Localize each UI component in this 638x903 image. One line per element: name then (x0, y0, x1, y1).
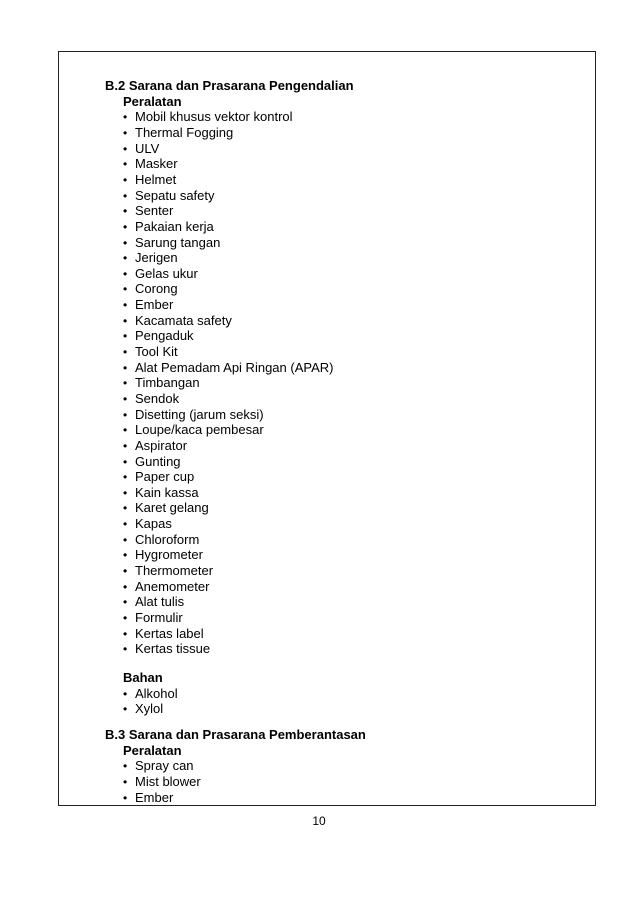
list-item (123, 485, 585, 501)
list-item-text: Mist blower (135, 773, 201, 789)
bullet-icon: • (123, 329, 128, 344)
list-item (123, 438, 585, 454)
bullet-icon: • (123, 702, 128, 717)
list-item (123, 297, 585, 313)
list-item-text: Senter (135, 203, 174, 219)
bullet-icon: • (123, 141, 128, 156)
list-item-text: Formulir (135, 609, 183, 625)
bullet-icon: • (123, 438, 128, 453)
bullet-icon: • (123, 563, 128, 578)
list-item-text: Chloroform (135, 531, 200, 547)
bullet-icon: • (123, 501, 128, 516)
list-item-text: Kertas tissue (135, 641, 211, 657)
bullet-icon: • (123, 485, 128, 500)
bullet-icon: • (123, 345, 128, 360)
bullet-icon: • (123, 774, 128, 789)
section-b3-peralatan-label: Peralatan (123, 742, 182, 758)
list-item (123, 701, 585, 717)
bullet-icon: • (123, 790, 128, 805)
list-item-text: Kertas label (135, 625, 204, 641)
bullet-icon: • (123, 391, 128, 406)
list-item-text: Tool Kit (135, 344, 178, 360)
list-item-text: Pengaduk (135, 328, 194, 344)
bullet-icon: • (123, 282, 128, 297)
bullet-icon: • (123, 642, 128, 657)
list-item (123, 500, 585, 516)
bullet-icon: • (123, 454, 128, 469)
section-b2-bahan-label: Bahan (123, 669, 163, 685)
list-item (123, 125, 585, 141)
list-item (123, 422, 585, 438)
list-item (123, 235, 585, 251)
bullet-icon: • (123, 157, 128, 172)
list-item-text: Ember (135, 789, 174, 805)
list-item (123, 563, 585, 579)
bullet-icon: • (123, 759, 128, 774)
bullet-icon: • (123, 219, 128, 234)
bullet-icon: • (123, 298, 128, 313)
list-item (123, 141, 585, 157)
bullet-icon: • (123, 579, 128, 594)
section-b3-heading: B.3 Sarana dan Prasarana Pemberantasan (105, 726, 366, 742)
list-item-text: Thermometer (135, 562, 214, 578)
list-item-text: Aspirator (135, 437, 188, 453)
bullet-icon: • (123, 360, 128, 375)
bullet-icon: • (123, 235, 128, 250)
list-item-text: Alkohol (135, 685, 178, 701)
list-item (123, 516, 585, 532)
list-item (123, 579, 585, 595)
list-item (123, 375, 585, 391)
section-b2-peralatan-label: Peralatan (123, 93, 182, 109)
bullet-icon: • (123, 423, 128, 438)
bullet-icon: • (123, 188, 128, 203)
list-item-text: Paper cup (135, 469, 195, 485)
list-item-text: Kapas (135, 516, 172, 532)
list-item (123, 203, 585, 219)
list-item (123, 281, 585, 297)
list-item-text: Sarung tangan (135, 234, 221, 250)
list-item (123, 188, 585, 204)
list-item-text: Sendok (135, 390, 180, 406)
page-number: 10 (312, 814, 326, 828)
bullet-icon: • (123, 313, 128, 328)
bullet-icon: • (123, 470, 128, 485)
list-item-text: Pakaian kerja (135, 218, 214, 234)
bullet-icon: • (123, 266, 128, 281)
bullet-icon: • (123, 376, 128, 391)
list-item (123, 407, 585, 423)
bullet-icon: • (123, 251, 128, 266)
list-item (123, 469, 585, 485)
list-item-text: Hygrometer (135, 547, 203, 563)
list-item-text: Karet gelang (135, 500, 209, 516)
bullet-icon: • (123, 595, 128, 610)
list-item (123, 313, 585, 329)
list-item (123, 758, 585, 774)
list-item (123, 172, 585, 188)
list-item (123, 547, 585, 563)
bullet-icon: • (123, 548, 128, 563)
list-item-text: Disetting (jarum seksi) (135, 406, 264, 422)
bullet-icon: • (123, 172, 128, 187)
list-item (123, 344, 585, 360)
bullet-icon: • (123, 204, 128, 219)
document-body (105, 78, 585, 805)
bullet-icon: • (123, 517, 128, 532)
section-b2-bahan-list (123, 686, 585, 717)
list-item (123, 454, 585, 470)
list-item-text: Spray can (135, 758, 194, 774)
list-item-text: Gunting (135, 453, 181, 469)
list-item-text: Xylol (135, 701, 164, 717)
list-item-text: Timbangan (135, 375, 200, 391)
list-item-text: Corong (135, 281, 178, 297)
bullet-icon: • (123, 686, 128, 701)
list-item (123, 686, 585, 702)
list-item (123, 610, 585, 626)
bullet-icon: • (123, 126, 128, 141)
bullet-icon: • (123, 626, 128, 641)
list-item-text: Jerigen (135, 250, 178, 266)
list-item-text: Kacamata safety (135, 312, 232, 328)
list-item-text: Masker (135, 156, 178, 172)
list-item-text: Helmet (135, 171, 177, 187)
list-item-text: Alat tulis (135, 594, 185, 610)
list-item (123, 156, 585, 172)
bullet-icon: • (123, 532, 128, 547)
bullet-icon: • (123, 407, 128, 422)
list-item-text: Gelas ukur (135, 265, 198, 281)
list-item (123, 266, 585, 282)
list-item (123, 219, 585, 235)
list-item-text: Alat Pemadam Api Ringan (APAR) (135, 359, 334, 375)
list-item (123, 594, 585, 610)
list-item-text: Ember (135, 297, 174, 313)
list-item-text: Sepatu safety (135, 187, 215, 203)
list-item-text: Loupe/kaca pembesar (135, 422, 264, 438)
section-b2-heading: B.2 Sarana dan Prasarana Pengendalian (105, 78, 354, 93)
list-item (123, 250, 585, 266)
list-item-text: Thermal Fogging (135, 125, 234, 141)
section-b3-peralatan-list (123, 758, 585, 805)
list-item (123, 391, 585, 407)
list-item-text: Anemometer (135, 578, 210, 594)
list-item (123, 641, 585, 657)
list-item (123, 626, 585, 642)
bullet-icon: • (123, 610, 128, 625)
bullet-icon: • (123, 110, 128, 125)
section-b2-peralatan-list (123, 109, 585, 656)
list-item (123, 360, 585, 376)
list-item (123, 328, 585, 344)
list-item (123, 790, 585, 806)
list-item (123, 774, 585, 790)
list-item (123, 109, 585, 125)
list-item-text: ULV (135, 140, 160, 156)
list-item (123, 532, 585, 548)
list-item-text: Mobil khusus vektor kontrol (135, 109, 293, 125)
list-item-text: Kain kassa (135, 484, 199, 500)
